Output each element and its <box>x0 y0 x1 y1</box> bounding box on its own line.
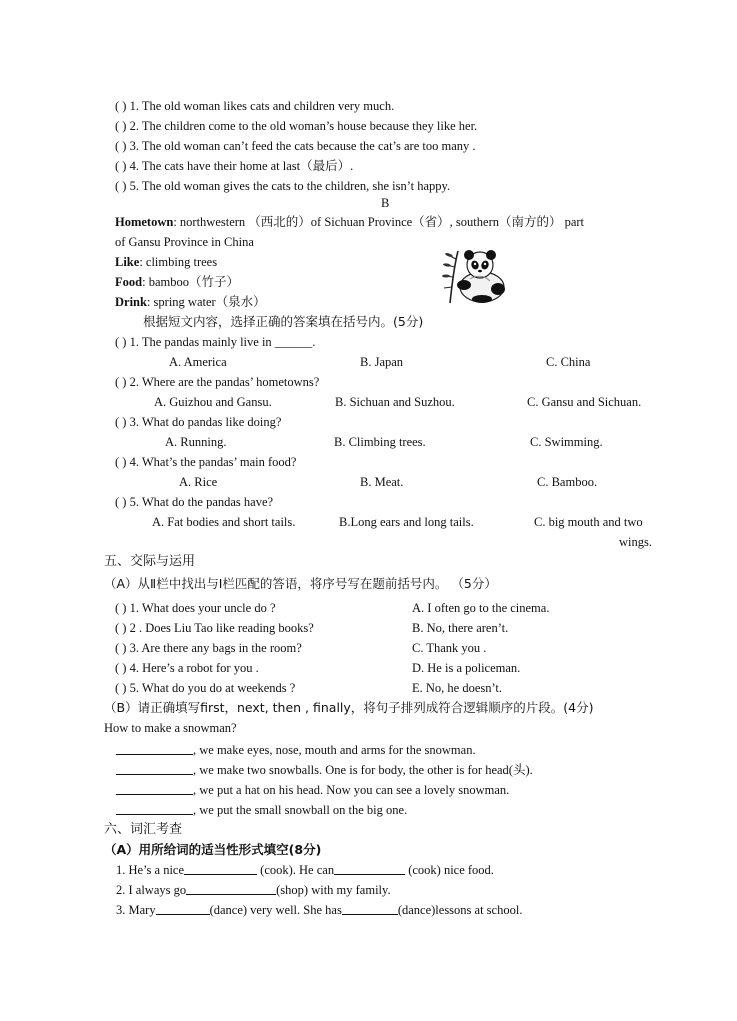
mc-option: A. Fat bodies and short tails. <box>152 515 296 529</box>
answer-blank[interactable] <box>116 802 193 815</box>
match-question-2: ( ) 2 . Does Liu Tao like reading books? <box>115 621 314 635</box>
panda-illustration-icon <box>440 245 514 305</box>
answer-blank[interactable] <box>334 862 405 875</box>
mc-option-continued: wings. <box>619 535 652 549</box>
mc-option: C. Swimming. <box>530 435 603 449</box>
mc-question-5: ( ) 5. What do the pandas have? <box>115 495 274 509</box>
mc-option: B. Japan <box>360 355 404 369</box>
section-5b-instruction: （B）请正确填写first，next, then , finally，将句子排列成符合逻辑顺序的片段。(4分) <box>104 700 594 715</box>
mc-option: B. Meat. <box>360 475 404 489</box>
match-question-3: ( ) 3. Are there any bags in the room? <box>115 641 302 655</box>
answer-blank[interactable] <box>116 762 193 775</box>
mc-option: C. big mouth and two <box>534 515 643 529</box>
passage-b-label: B <box>381 196 390 210</box>
mc-option: C. China <box>546 355 591 369</box>
match-question-4: ( ) 4. Here’s a robot for you . <box>115 661 259 675</box>
tf-item-5: ( ) 5. The old woman gives the cats to the children, she isn’t happy. <box>115 179 451 193</box>
mc-option: B. Sichuan and Suzhou. <box>335 395 455 409</box>
vocab-item-1: 1. He’s a nice (cook). He can (cook) nice food. <box>116 863 494 877</box>
answer-blank[interactable] <box>342 902 398 915</box>
answer-blank[interactable] <box>186 882 276 895</box>
mc-option: A. Rice <box>179 475 218 489</box>
mc-option: B.Long ears and long tails. <box>339 515 474 529</box>
mc-question-3: ( ) 3. What do pandas like doing? <box>115 415 282 429</box>
tf-item-1: ( ) 1. The old woman likes cats and children very much. <box>115 99 395 113</box>
hometown-line: Hometown: northwestern （西北的）of Sichuan Province（省）, southern（南方的） part <box>115 215 585 229</box>
mc-question-4: ( ) 4. What’s the pandas’ main food? <box>115 455 297 469</box>
mc-question-2: ( ) 2. Where are the pandas’ hometowns? <box>115 375 320 389</box>
answer-blank[interactable] <box>156 902 210 915</box>
match-question-1: ( ) 1. What does your uncle do ? <box>115 601 276 615</box>
mc-option: A. Guizhou and Gansu. <box>154 395 272 409</box>
mc-question-1: ( ) 1. The pandas mainly live in ______. <box>115 335 316 349</box>
section-5a-instruction: （A）从Ⅱ栏中找出与Ⅰ栏匹配的答语，将序号写在题前括号内。 （5分） <box>104 576 497 591</box>
match-question-5: ( ) 5. What do you do at weekends ? <box>115 681 296 695</box>
match-answer: D. He is a policeman. <box>412 661 521 675</box>
answer-blank[interactable] <box>184 862 257 875</box>
tf-item-4: ( ) 4. The cats have their home at last（最后）. <box>115 159 354 173</box>
match-answer: A. I often go to the cinema. <box>412 601 550 615</box>
snowman-heading: How to make a snowman? <box>104 721 237 735</box>
mc-option: C. Bamboo. <box>537 475 598 489</box>
snowman-step-4: , we put the small snowball on the big one. <box>116 802 407 818</box>
section-6a-instruction: （A）用所给词的适当性形式填空(8分) <box>104 842 322 857</box>
hometown-line-cont: of Gansu Province in China <box>115 235 254 249</box>
passage-b-instruction: 根据短文内容，选择正确的答案填在括号内。(5分) <box>143 314 424 329</box>
match-answer: C. Thank you . <box>412 641 487 655</box>
match-answer: E. No, he doesn’t. <box>412 681 503 695</box>
snowman-step-2: , we make two snowballs. One is for body, the other is for head(头). <box>116 762 533 778</box>
snowman-step-3: , we put a hat on his head. Now you can see a lovely snowman. <box>116 782 509 798</box>
mc-option: C. Gansu and Sichuan. <box>527 395 642 409</box>
vocab-item-3: 3. Mary (dance) very well. She has (dance)lessons at school. <box>116 903 523 917</box>
tf-item-2: ( ) 2. The children come to the old woman’s house because they like her. <box>115 119 478 133</box>
mc-option: B. Climbing trees. <box>334 435 426 449</box>
section-5-title: 五、交际与运用 <box>104 554 196 569</box>
answer-blank[interactable] <box>116 742 193 755</box>
food-line: Food: bamboo（竹子） <box>115 275 239 289</box>
vocab-item-2: 2. I always go (shop) with my family. <box>116 883 391 897</box>
drink-line: Drink: spring water（泉水） <box>115 295 266 309</box>
match-answer: B. No, there aren’t. <box>412 621 509 635</box>
snowman-step-1: , we make eyes, nose, mouth and arms for the snowman. <box>116 742 476 758</box>
tf-item-3: ( ) 3. The old woman can’t feed the cats because the cat’s are too many . <box>115 139 476 153</box>
section-6-title: 六、词汇考查 <box>104 822 183 837</box>
like-line: Like: climbing trees <box>115 255 218 269</box>
answer-blank[interactable] <box>116 782 193 795</box>
mc-option: A. Running. <box>165 435 227 449</box>
mc-option: A. America <box>169 355 227 369</box>
